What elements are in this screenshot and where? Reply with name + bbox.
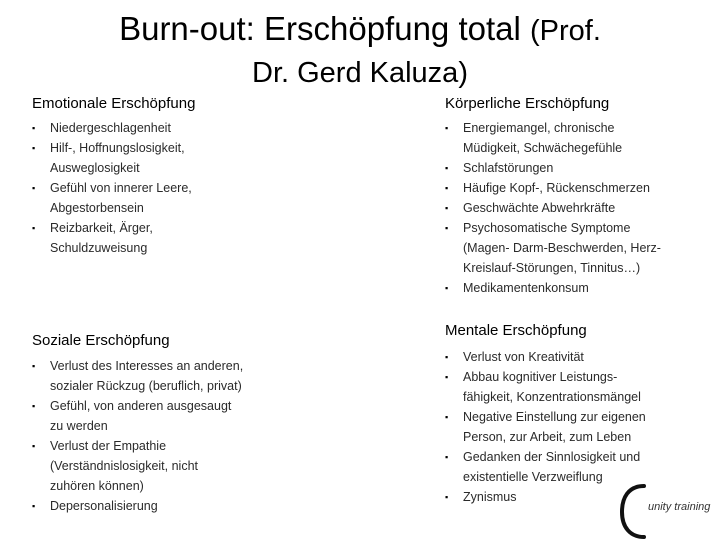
- list-item: [445, 218, 715, 278]
- bullet-icon: ▪: [32, 401, 36, 411]
- list-item-text: zuhören können): [50, 479, 144, 493]
- unity-training-logo: [618, 482, 720, 540]
- list-item-text: Negative Einstellung zur eigenen: [463, 410, 646, 424]
- list-item-text: Häufige Kopf-, Rückenschmerzen: [463, 181, 650, 195]
- list-item-text: Müdigkeit, Schwächegefühle: [463, 141, 623, 155]
- list-item-text: Schuldzuweisung: [50, 241, 148, 255]
- list-item-text: Abgestorbensein: [50, 201, 144, 215]
- list-item: [32, 436, 362, 496]
- list-item-text: (Verständnislosigkeit, nicht: [50, 459, 198, 473]
- bullet-icon: ▪: [445, 372, 449, 382]
- list-item-text: Depersonalisierung: [50, 499, 158, 513]
- list-item: [32, 118, 362, 138]
- list-item-text: Verlust von Kreativität: [463, 350, 584, 364]
- list-item: [32, 138, 362, 178]
- section-mental: [445, 322, 715, 507]
- list-item-text: Medikamentenkonsum: [463, 281, 589, 295]
- bullet-icon: ▪: [32, 223, 36, 233]
- section-heading: Soziale Erschöpfung: [32, 332, 170, 349]
- list-item-text: fähigkeit, Konzentrationsmängel: [463, 390, 641, 404]
- list-item-text: Schlafstörungen: [463, 161, 554, 175]
- list-item-text: existentielle Verzweiflung: [463, 470, 603, 484]
- bullet-icon: ▪: [32, 183, 36, 193]
- bullet-icon: ▪: [32, 123, 36, 133]
- list-item: [445, 278, 715, 298]
- slide-title: [0, 10, 720, 50]
- bullet-icon: ▪: [445, 412, 449, 422]
- list-item: [445, 118, 715, 158]
- list-item-text: Hilf-, Hoffnungslosigkeit,: [50, 141, 185, 155]
- bullet-icon: ▪: [445, 352, 449, 362]
- section-koerperlich: [445, 95, 715, 298]
- list-item: [445, 178, 715, 198]
- list-item-text: sozialer Rückzug (beruflich, privat): [50, 379, 242, 393]
- section-heading: Körperliche Erschöpfung: [445, 95, 610, 112]
- list-item: [445, 198, 715, 218]
- list-item-text: Energiemangel, chronische: [463, 121, 615, 135]
- bullet-icon: ▪: [445, 283, 449, 293]
- logo-text: unity training: [648, 501, 711, 513]
- bullet-icon: ▪: [32, 441, 36, 451]
- section-heading: Emotionale Erschöpfung: [32, 95, 196, 112]
- list-item: [445, 447, 715, 487]
- list-item-text: Abbau kognitiver Leistungs-: [463, 370, 618, 384]
- section-emotional: [32, 95, 362, 258]
- list-item: [32, 496, 362, 516]
- bullet-list: [32, 356, 362, 516]
- list-item-text: Geschwächte Abwehrkräfte: [463, 201, 616, 215]
- list-item-text: Verlust der Empathie: [50, 439, 167, 453]
- slide-title-line2: Dr. Gerd Kaluza): [252, 57, 468, 89]
- list-item-text: Person, zur Arbeit, zum Leben: [463, 430, 632, 444]
- bullet-icon: ▪: [445, 492, 449, 502]
- bullet-icon: ▪: [32, 501, 36, 511]
- bullet-icon: ▪: [445, 452, 449, 462]
- bullet-icon: ▪: [32, 143, 36, 153]
- bullet-icon: ▪: [32, 361, 36, 371]
- bullet-list: [445, 118, 715, 298]
- list-item-text: Ausweglosigkeit: [50, 161, 140, 175]
- list-item-text: Gefühl, von anderen ausgesaugt: [50, 399, 232, 413]
- list-item: [32, 178, 362, 218]
- list-item: [32, 356, 362, 396]
- bullet-icon: ▪: [445, 163, 449, 173]
- list-item-text: Verlust des Interesses an anderen,: [50, 359, 244, 373]
- list-item-text: Niedergeschlagenheit: [50, 121, 171, 135]
- list-item-text: Psychosomatische Symptome: [463, 221, 631, 235]
- list-item: [445, 347, 715, 367]
- list-item: [32, 218, 362, 258]
- bullet-list: [32, 118, 362, 258]
- list-item-text: zu werden: [50, 419, 108, 433]
- list-item-text: Reizbarkeit, Ärger,: [50, 221, 153, 235]
- section-sozial: [32, 332, 362, 516]
- list-item: [445, 158, 715, 178]
- bullet-icon: ▪: [445, 183, 449, 193]
- list-item: [445, 367, 715, 407]
- section-heading: Mentale Erschöpfung: [445, 322, 587, 339]
- list-item-text: Zynismus: [463, 490, 517, 504]
- bullet-icon: ▪: [445, 203, 449, 213]
- title-tail: (Prof.: [530, 15, 601, 47]
- title-main: Burn-out: Erschöpfung total: [119, 10, 521, 47]
- list-item: [445, 407, 715, 447]
- list-item-text: Gedanken der Sinnlosigkeit und: [463, 450, 641, 464]
- list-item-text: Gefühl von innerer Leere,: [50, 181, 192, 195]
- list-item: [32, 396, 362, 436]
- bullet-icon: ▪: [445, 223, 449, 233]
- bullet-icon: ▪: [445, 123, 449, 133]
- list-item-text: Kreislauf-Störungen, Tinnitus…): [463, 261, 641, 275]
- list-item-text: (Magen- Darm-Beschwerden, Herz-: [463, 241, 661, 255]
